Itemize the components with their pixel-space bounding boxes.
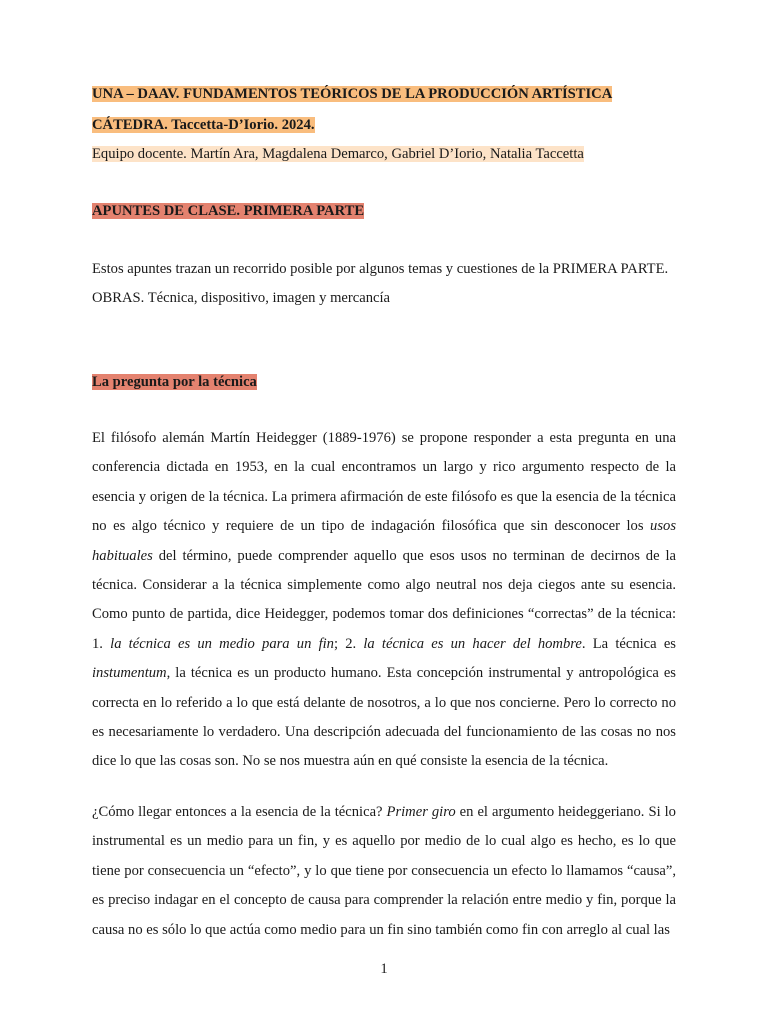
section-title: APUNTES DE CLASE. PRIMERA PARTE bbox=[92, 203, 365, 219]
paragraph-2 bbox=[92, 798, 676, 945]
header-title: UNA – DAAV. FUNDAMENTOS TEÓRICOS DE LA PRODUCCIÓN ARTÍSTICA bbox=[92, 86, 613, 102]
paragraph-2-text-c: en el argumento heideggeriano. Si lo instrumental es un medio para un fin, y es aquello por medio de lo cual algo es hecho, es lo que tiene por consecuencia un “efecto”, y lo que tiene por consecuencia un efecto lo llamamos “causa”, es preciso indagar en el concepto de causa para comprender la relación entre medio y fin, porque la causa no es sólo lo que actúa como medio para un fin sino también como fin con arreglo al cual las bbox=[92, 804, 676, 938]
subsection-title: La pregunta por la técnica bbox=[92, 374, 257, 390]
subsection-title-line bbox=[92, 374, 257, 391]
paragraph-1-italic-hacer: la técnica es un hacer del hombre bbox=[363, 635, 582, 652]
paragraph-1-text-g: . La técnica es bbox=[581, 635, 676, 652]
paragraph-1-text-e: ; 2. bbox=[333, 635, 364, 652]
header-team: Equipo docente. Martín Ara, Magdalena Demarco, Gabriel D’Iorio, Natalia Taccetta bbox=[92, 146, 584, 162]
paragraph-1-text-c: del término, puede comprender aquello que esos usos no terminan de decirnos de la técnica. Considerar a la técnica simplemente como algo neutral nos deja ciegos ante su esencia. Como punto de partida, dice Heidegger, podemos tomar dos definiciones “correctas” de la técnica: 1. bbox=[92, 547, 676, 652]
paragraph-1-italic-usos: usos habituales bbox=[92, 518, 676, 564]
header-chair: CÁTEDRA. Taccetta-D’Iorio. 2024. bbox=[92, 117, 315, 133]
intro-line-2: OBRAS. Técnica, dispositivo, imagen y mercancía bbox=[92, 290, 391, 306]
paragraph-1 bbox=[92, 424, 676, 777]
page-number: 1 bbox=[380, 961, 388, 977]
intro-line-1: Estos apuntes trazan un recorrido posible por algunos temas y cuestiones de la PRIMERA PARTE. bbox=[92, 261, 669, 277]
header-team-line bbox=[92, 146, 584, 163]
header-title-line bbox=[92, 86, 612, 103]
paragraph-2-text-a: ¿Cómo llegar entonces a la esencia de la técnica? bbox=[92, 804, 387, 820]
paragraph-1-text-i: , la técnica es un producto humano. Esta concepción instrumental y antropológica es correcta en lo referido a lo que está delante de nosotros, a lo que nos concierne. Pero lo correcto no es necesariamente lo verdadero. Una descripción adecuada del funcionamiento de las cosas no nos dice lo que las cosas son. No se nos muestra aún en qué consiste la esencia de la técnica. bbox=[92, 665, 676, 770]
paragraph-1-italic-medio: la técnica es un medio para un fin bbox=[110, 635, 334, 652]
paragraph-1-italic-instumentum: instumentum bbox=[92, 665, 167, 682]
header-chair-line bbox=[92, 117, 315, 134]
paragraph-1-text-a: El filósofo alemán Martín Heidegger (1889-1976) se propone responder a esta pregunta en una conferencia dictada en 1953, en la cual encontramos un largo y rico argumento respecto de la esencia y origen de la técnica. La primera afirmación de este filósofo es que la esencia de la técnica no es algo técnico y requiere de un tipo de indagación filosófica que sin desconocer los bbox=[92, 430, 676, 535]
paragraph-2-italic-primer-giro: Primer giro bbox=[386, 804, 456, 820]
section-title-line bbox=[92, 203, 364, 220]
